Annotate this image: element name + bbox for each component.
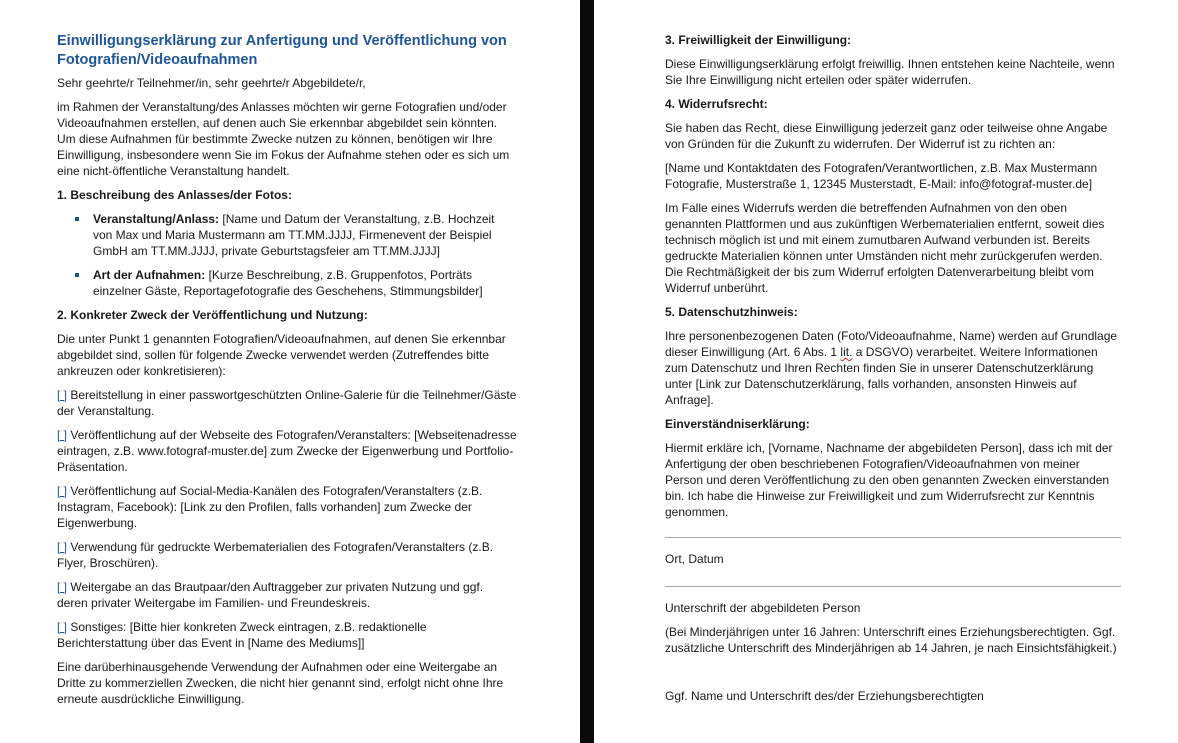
item-text: [Kurze Beschreibung, z.B. Gruppenfotos, Porträts einzelner Gäste, Reportagefotografie des Geschehens, Stimmungsbilder] <box>93 268 483 298</box>
section-3-text: Diese Einwilligungserklärung erfolgt freiwillig. Ihnen entstehen keine Nachteile, wenn Sie Ihre Einwilligung nicht erteilen oder später widerrufen. <box>665 57 1115 87</box>
section-4-heading: 4. Widerrufsrecht: <box>665 97 768 111</box>
bullet-square-icon <box>75 273 79 277</box>
purpose-option <box>57 539 517 571</box>
option-text: Sonstiges: [Bitte hier konkreten Zweck eintragen, z.B. redaktionelle Berichterstattung über das Event in [Name des Mediums]] <box>57 620 427 650</box>
place-date-label: Ort, Datum <box>665 552 724 566</box>
salutation: Sehr geehrte/r Teilnehmer/in, sehr geehrte/r Abgebildete/r, <box>57 76 366 90</box>
document-page-left <box>0 0 580 743</box>
document-page-right <box>594 0 1178 743</box>
list-item-photo-type <box>93 267 517 299</box>
section-2-closing: Eine darüberhinausgehende Verwendung der Aufnahmen oder eine Weitergabe an Dritte zu kommerziellen Zwecken, die nicht hier genannt sind, erfolgt nicht ohne Ihre erneute ausdrückliche Einwilligung. <box>57 660 504 706</box>
item-text: [Name und Datum der Veranstaltung, z.B. Hochzeit von Max und Maria Mustermann am TT.MM.JJJJ, Firmenevent der Beispiel GmbH am TT.MM.JJJJ, private Geburtstagsfeier am TT.MM.JJJJ] <box>93 212 495 258</box>
signature-label: Unterschrift der abgebildeten Person <box>665 601 861 615</box>
intro-paragraph: im Rahmen der Veranstaltung/des Anlasses möchten wir gerne Fotografien und/oder Videoaufnahmen erstellen, auf denen auch Sie erkennbar abgebildet sein könnten. Um diese Aufnahmen für bestimmte Zwecke nutzen zu können, benötigen wir Ihre Einwilligung, insbesondere wenn Sie im Fokus der Aufnahme stehen oder es sich um eine nicht-öffentliche Veranstaltung handelt. <box>57 100 510 178</box>
checkbox-placeholder[interactable]: [ ] <box>57 580 68 594</box>
bullet-square-icon <box>75 217 79 221</box>
minor-note: (Bei Minderjährigen unter 16 Jahren: Unterschrift eines Erziehungsberechtigten. Ggf. zusätzliche Unterschrift des Minderjährigen ab 14 Jahren, je nach Einsichtsfähigkeit.) <box>665 625 1117 655</box>
section-4-text: Sie haben das Recht, diese Einwilligung jederzeit ganz oder teilweise ohne Angabe von Gründen für die Zukunft zu widerrufen. Der Widerruf ist zu richten an: <box>665 121 1108 151</box>
option-text: Bereitstellung in einer passwortgeschützten Online-Galerie für die Teilnehmer/Gäste der Veranstaltung. <box>57 388 517 418</box>
checkbox-placeholder[interactable]: [ ] <box>57 540 68 554</box>
option-text: Verwendung für gedruckte Werbematerialien des Fotografen/Veranstalters (z.B. Flyer, Broschüren). <box>57 540 494 570</box>
consent-text: Hiermit erkläre ich, [Vorname, Nachname der abgebildeten Person], dass ich mit der Anfertigung der oben beschriebenen Fotografien/Videoaufnahmen von meiner Person und deren Veröffentlichung zu den oben genannten Zwecken einverstanden bin. Ich habe die Hinweise zur Freiwilligkeit und zum Widerrufsrecht zur Kenntnis genommen. <box>665 441 1113 519</box>
purpose-option <box>57 483 517 531</box>
document-title: Einwilligungserklärung zur Anfertigung und Veröffentlichung von Fotografien/Videoaufnahmen <box>57 33 507 68</box>
section-2-heading: 2. Konkreter Zweck der Veröffentlichung und Nutzung: <box>57 308 368 322</box>
item-label: Veranstaltung/Anlass: <box>93 212 220 226</box>
purpose-option <box>57 387 517 419</box>
page-content <box>57 32 517 715</box>
withdrawal-effect: Im Falle eines Widerrufs werden die betreffenden Aufnahmen von den oben genannten Plattformen und aus zukünftigen Werbematerialien entfernt, soweit dies technisch möglich ist und mit einem zumutbaren Aufwand verbunden ist. Bereits gedruckte Materialien können unter Umständen nicht mehr zurückgerufen werden. Die Rechtmäßigkeit der bis zum Widerruf erfolgten Datenverarbeitung bleibt vom Widerruf unberührt. <box>665 201 1105 295</box>
page-gap-divider <box>580 0 594 743</box>
checkbox-placeholder[interactable]: [ ] <box>57 484 68 498</box>
purpose-option <box>57 619 517 651</box>
section-2-intro: Die unter Punkt 1 genannten Fotografien/Videoaufnahmen, auf denen Sie erkennbar abgebildet sind, sollen für folgende Zwecke verwendet werden (Zutreffendes bitte ankreuzen oder konkretisieren): <box>57 332 506 378</box>
privacy-text-start: Ihre personenbezogenen Daten (Foto/Videoaufnahme, Name) werden auf Grundlage dieser Einwilligung (Art. 6 Abs. 1 <box>665 329 1118 359</box>
spellcheck-flagged-word[interactable]: lit. <box>840 345 853 359</box>
section-1-heading: 1. Beschreibung des Anlasses/der Fotos: <box>57 188 292 202</box>
consent-heading: Einverständniserklärung: <box>665 417 810 431</box>
list-item-event <box>93 211 517 259</box>
purpose-option <box>57 579 517 611</box>
checkbox-placeholder[interactable]: [ ] <box>57 388 68 402</box>
option-text: Veröffentlichung auf Social-Media-Kanälen des Fotografen/Veranstalters (z.B. Instagram, Facebook): [Link zu den Profilen, falls vorhanden] zum Zwecke der Eigenwerbung. <box>57 484 483 530</box>
privacy-text <box>665 328 1121 408</box>
signature-line-place-date <box>665 537 1121 538</box>
item-label: Art der Aufnahmen: <box>93 268 206 282</box>
guardian-label: Ggf. Name und Unterschrift des/der Erziehungsberechtigten <box>665 689 984 703</box>
section-3-heading: 3. Freiwilligkeit der Einwilligung: <box>665 33 852 47</box>
privacy-text-end: a DSGVO) verarbeitet. Weitere Informationen zum Datenschutz und Ihren Rechten finden Sie in unserer Datenschutzerklärung unter [Link zur Datenschutzerklärung, falls vorhanden, ansonsten Hinweis auf Anfrage]. <box>665 345 1098 407</box>
section-5-heading: 5. Datenschutzhinweis: <box>665 305 798 319</box>
event-details-list <box>57 211 517 299</box>
option-text: Weitergabe an das Brautpaar/den Auftraggeber zur privaten Nutzung und ggf. deren privater Weitergabe im Familien- und Freundeskreis. <box>57 580 484 610</box>
option-text: Veröffentlichung auf der Webseite des Fotografen/Veranstalters: [Webseitenadresse eintragen, z.B. www.fotograf-muster.de] zum Zwecke der Eigenwerbung und Portfolio-Präsentation. <box>57 428 517 474</box>
page-content <box>665 32 1121 712</box>
withdrawal-contact: [Name und Kontaktdaten des Fotografen/Verantwortlichen, z.B. Max Mustermann Fotografie, Musterstraße 1, 12345 Musterstadt, E-Mail: info@fotograf-muster.de] <box>665 161 1098 191</box>
signature-line-person <box>665 586 1121 587</box>
checkbox-placeholder[interactable]: [ ] <box>57 620 68 634</box>
checkbox-placeholder[interactable]: [ ] <box>57 428 68 442</box>
purpose-option <box>57 427 517 475</box>
